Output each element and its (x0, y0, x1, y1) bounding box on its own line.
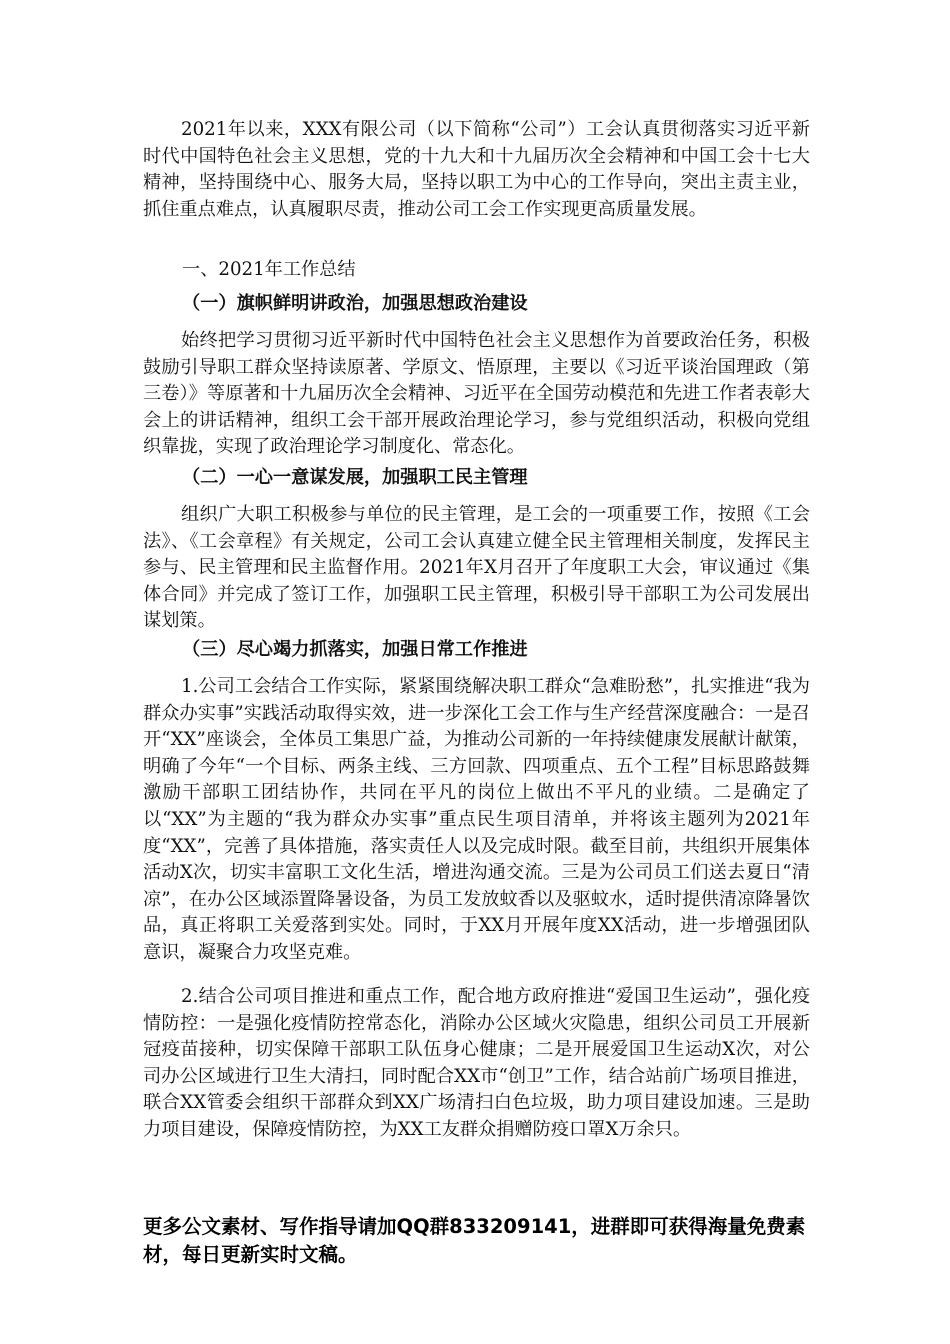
implementation-item-1: 1.公司工会结合工作实际，紧紧围绕解决职工群众“急难盼愁”，扎实推进“我为群众办实事”实践活动取得实效，进一步深化工会工作与生产经营深度融合：一是召开“XX”座谈会，全体员工集思广益，为推动公司新的一年持续健康发展献计献策，明确了今年“一个目标、两条主线、三方回款、四项重点、五个工程”目标思路鼓舞激励干部职工团结协作，共同在平凡的岗位上做出不平凡的业绩。二是确定了以“XX”为主题的“我为群众办实事”重点民生项目清单，并将该主题列为2021年度“XX”，完善了具体措施，落实责任人以及完成时限。截至目前，共组织开展集体活动X次，切实丰富职工文化生活，增进沟通交流。三是为公司员工们送去夏日“清凉”，在办公区域添置降暑设备，为员工发放蚊香以及驱蚊水，适时提供清凉降暑饮品，真正将职工关爱落到实处。同时，于XX月开展年度XX活动，进一步增强团队意识，凝聚合力攻坚克难。 (143, 676, 810, 963)
democracy-paragraph: 组织广大职工积极参与单位的民主管理，是工会的一项重要工作，按照《工会法》、《工会章程》有关规定，公司工会认真建立健全民主管理相关制度，发挥民主参与、民主管理和民主监督作用。2021年X月召开了年度职工大会，审议通过《集体合同》并完成了签订工作，加强职工民主管理，积极引导干部职工为公司发展出谋划策。 (143, 504, 810, 632)
subsection-heading-democracy: （二）一心一意谋发展，加强职工民主管理 (182, 467, 528, 488)
promo-footer: 更多公文素材、写作指导请加QQ群833209141，进群即可获得海量免费素材，每日更新实时文稿。 (143, 1215, 806, 1266)
politics-paragraph: 始终把学习贯彻习近平新时代中国特色社会主义思想作为首要政治任务，积极鼓励引导职工群众坚持读原著、学原文、悟原理，主要以《习近平谈治国理政（第三卷）》等原著和十九届历次全会精神、习近平在全国劳动模范和先进工作者表彰大会上的讲话精神，组织工会干部开展政治理论学习，参与党组织活动，积极向党组织靠拢，实现了政治理论学习制度化、常态化。 (143, 330, 810, 458)
intro-paragraph: 2021年以来，XXX有限公司（以下简称“公司”）工会认真贯彻落实习近平新时代中国特色社会主义思想，党的十九大和十九届历次全会精神和中国工会十七大精神，坚持围绕中心、服务大局，坚持以职工为中心的工作导向，突出主责主业，抓住重点难点，认真履职尽责，推动公司工会工作实现更高质量发展。 (143, 119, 810, 220)
section-heading-summary: 一、2021年工作总结 (182, 259, 356, 280)
subsection-heading-politics: （一）旗帜鲜明讲政治，加强思想政治建设 (182, 293, 528, 314)
subsection-heading-implementation: （三）尽心竭力抓落实，加强日常工作推进 (182, 639, 528, 660)
implementation-item-2: 2.结合公司项目推进和重点工作，配合地方政府推进“爱国卫生运动”，强化疫情防控：一是强化疫情防控常态化，消除办公区域火灾隐患，组织公司员工开展新冠疫苗接种，切实保障干部职工队伍身心健康；二是开展爱国卫生运动X次，对公司办公区域进行卫生大清扫，同时配合XX市“创卫”工作，结合站前广场项目推进，联合XX管委会组织干部群众到XX广场清扫白色垃圾，助力项目建设加速。三是助力项目建设，保障疫情防控，为XX工友群众捐赠防疫口罩X万余只。 (143, 986, 810, 1140)
